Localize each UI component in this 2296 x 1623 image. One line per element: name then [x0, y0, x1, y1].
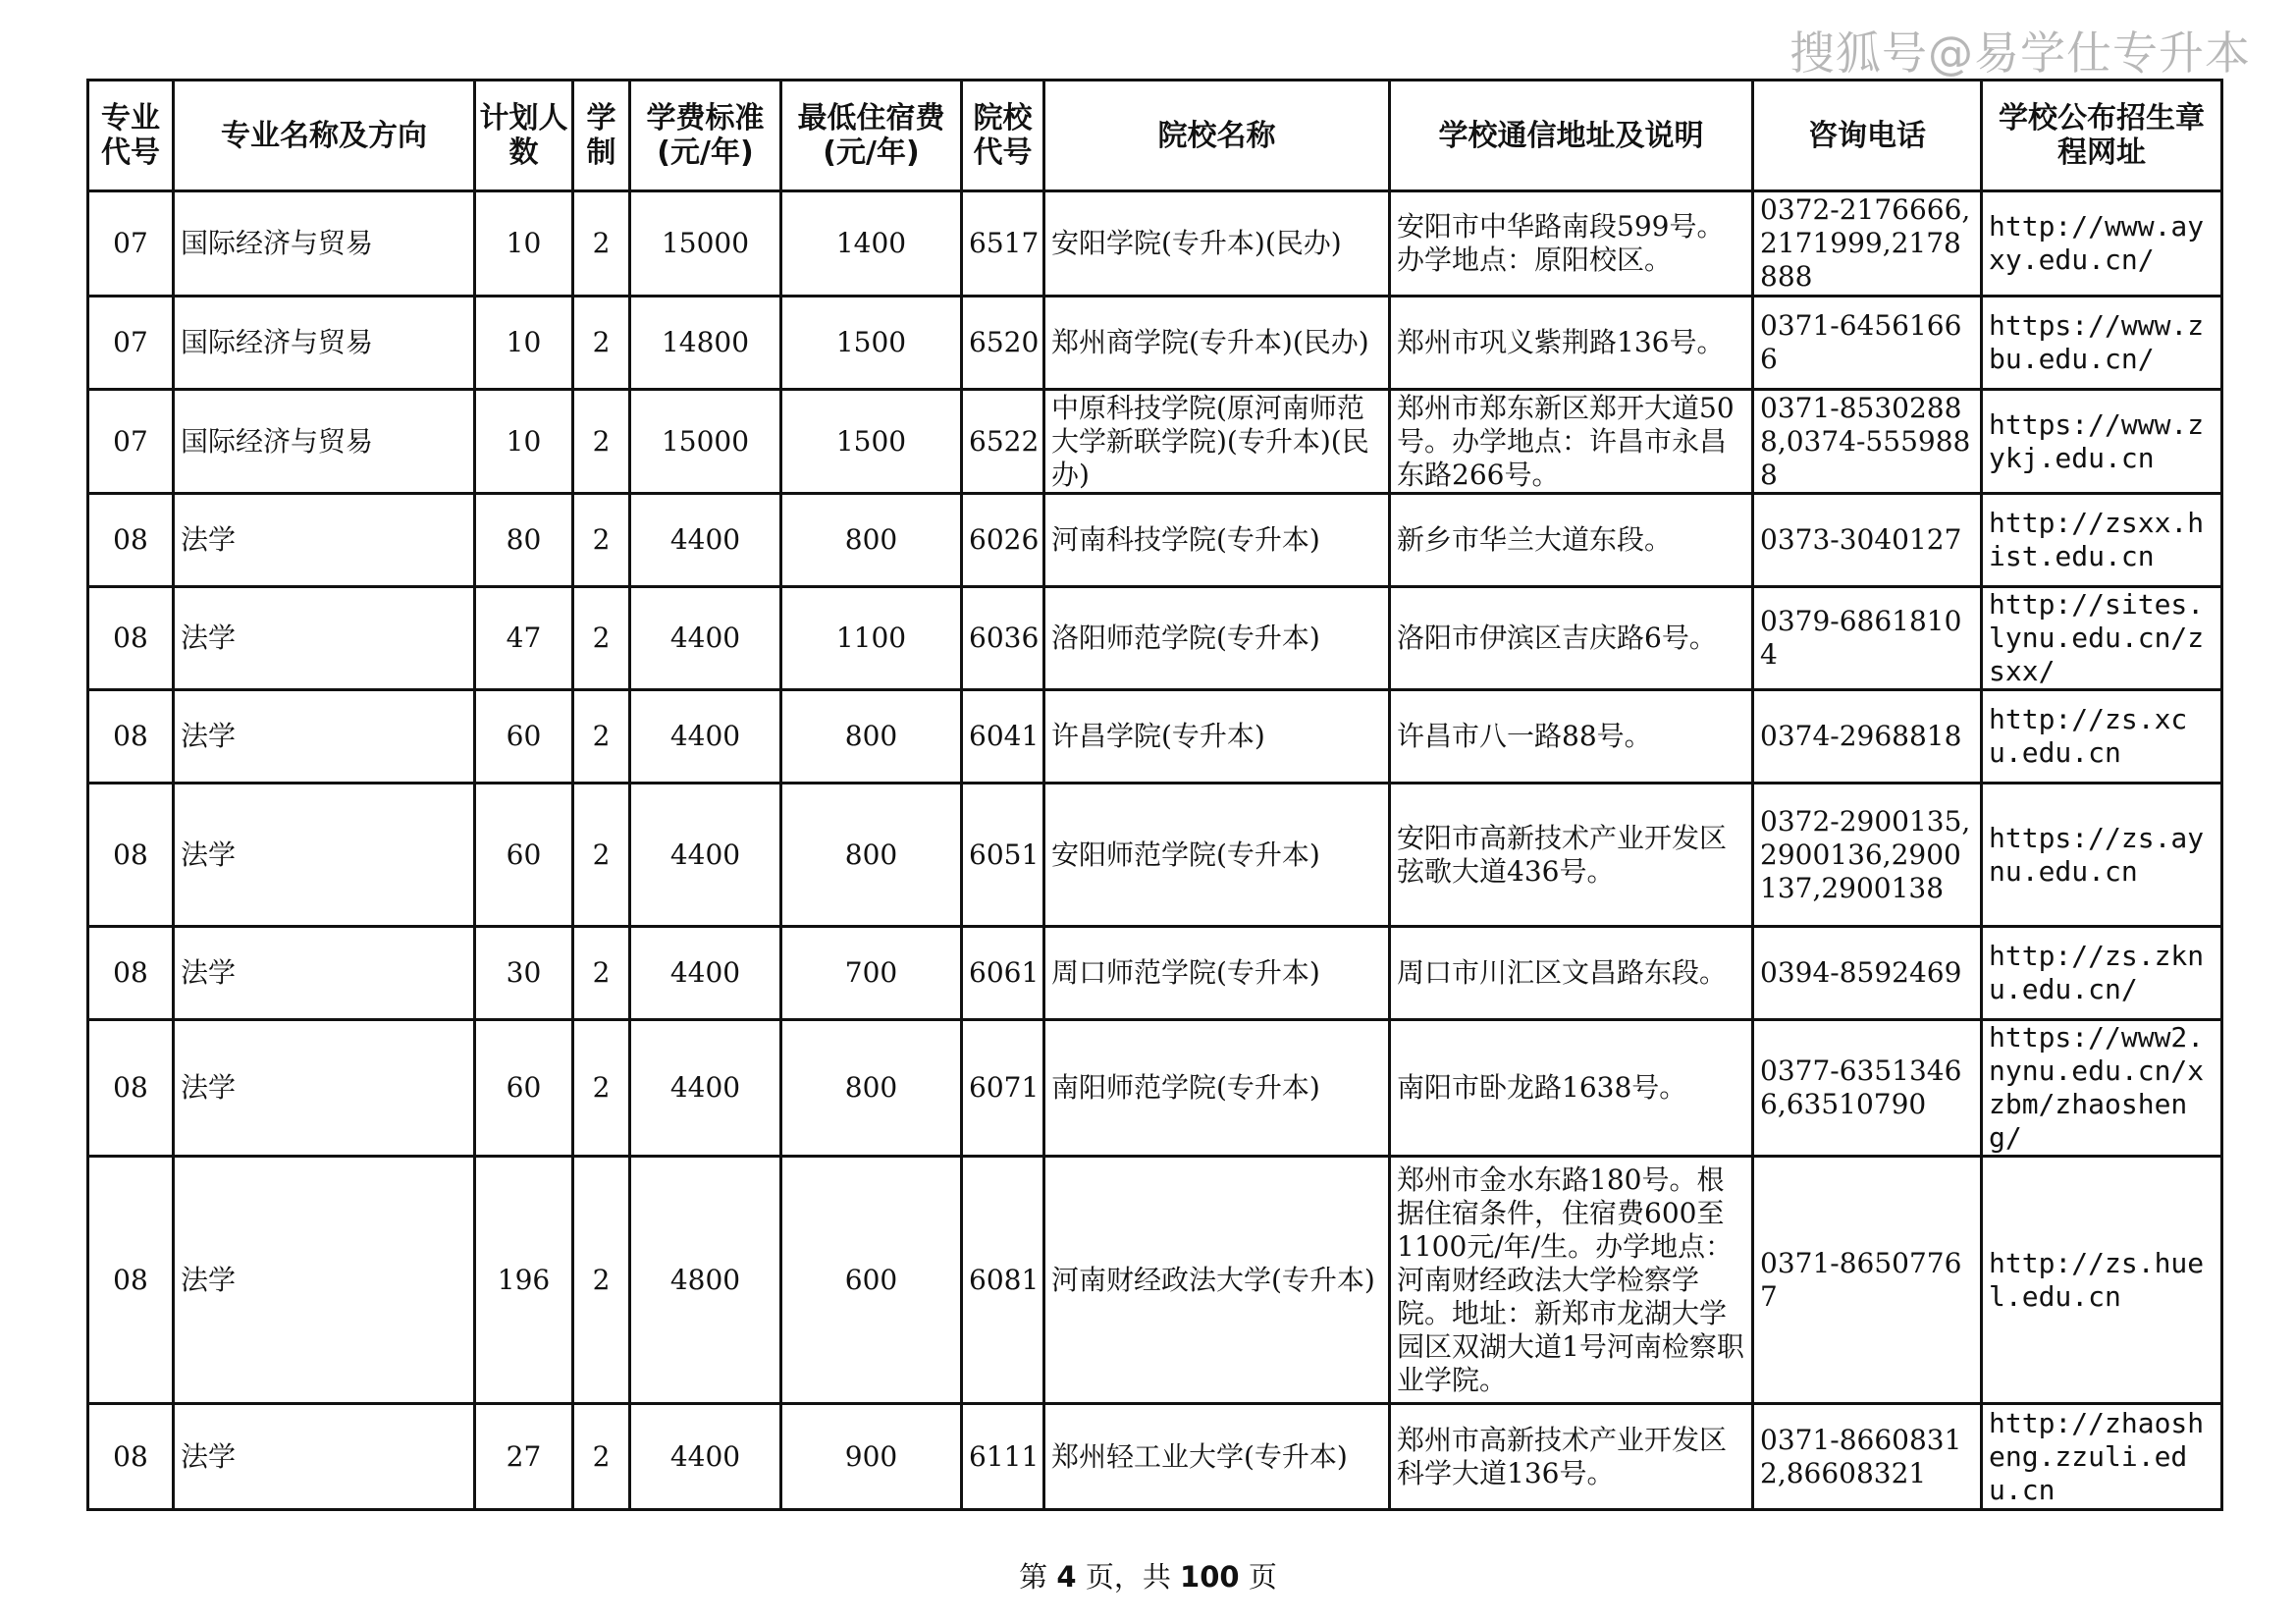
- cell-years: 2: [573, 1404, 630, 1510]
- cell-dorm-fee: 800: [781, 784, 962, 927]
- cell-phone: 0371-85302888,0374-5559888: [1753, 390, 1982, 494]
- cell-plan-count: 10: [475, 297, 573, 390]
- cell-major-code: 08: [88, 1020, 174, 1157]
- cell-tuition: 4400: [630, 690, 781, 784]
- cell-plan-count: 27: [475, 1404, 573, 1510]
- cell-address: 周口市川汇区文昌路东段。: [1390, 927, 1753, 1020]
- footer-suffix: 页: [1248, 1560, 1277, 1594]
- cell-phone: 0379-68618104: [1753, 587, 1982, 690]
- cell-major-code: 08: [88, 1157, 174, 1404]
- page-footer: [0, 1555, 2296, 1596]
- cell-major-code: 07: [88, 191, 174, 297]
- cell-years: 2: [573, 297, 630, 390]
- header-years: 学制: [573, 81, 630, 191]
- cell-major-name: 法学: [174, 1020, 475, 1157]
- cell-school-name: 许昌学院(专升本): [1044, 690, 1390, 784]
- cell-major-name: 法学: [174, 494, 475, 587]
- cell-school-name: 安阳学院(专升本)(民办): [1044, 191, 1390, 297]
- table-body: [88, 191, 2222, 1510]
- cell-school-code: 6071: [962, 1020, 1044, 1157]
- cell-website: https://www.zykj.edu.cn: [1982, 390, 2222, 494]
- cell-website: https://zs.aynu.edu.cn: [1982, 784, 2222, 927]
- cell-website: http://www.ayxy.edu.cn/: [1982, 191, 2222, 297]
- cell-years: 2: [573, 1020, 630, 1157]
- cell-address: 洛阳市伊滨区吉庆路6号。: [1390, 587, 1753, 690]
- cell-school-name: 中原科技学院(原河南师范大学新联学院)(专升本)(民办): [1044, 390, 1390, 494]
- cell-dorm-fee: 1500: [781, 297, 962, 390]
- cell-address: 郑州市郑东新区郑开大道50号。办学地点：许昌市永昌东路266号。: [1390, 390, 1753, 494]
- cell-school-name: 南阳师范学院(专升本): [1044, 1020, 1390, 1157]
- cell-years: 2: [573, 927, 630, 1020]
- cell-school-code: 6051: [962, 784, 1044, 927]
- cell-major-name: 法学: [174, 1157, 475, 1404]
- cell-major-code: 08: [88, 927, 174, 1020]
- table-row: [88, 1404, 2222, 1510]
- table-header-row: [88, 81, 2222, 191]
- cell-plan-count: 10: [475, 390, 573, 494]
- cell-address: 南阳市卧龙路1638号。: [1390, 1020, 1753, 1157]
- cell-school-name: 郑州商学院(专升本)(民办): [1044, 297, 1390, 390]
- cell-tuition: 4800: [630, 1157, 781, 1404]
- cell-school-name: 郑州轻工业大学(专升本): [1044, 1404, 1390, 1510]
- cell-phone: 0372-2900135,2900136,2900137,2900138: [1753, 784, 1982, 927]
- cell-major-code: 07: [88, 297, 174, 390]
- cell-school-code: 6061: [962, 927, 1044, 1020]
- cell-tuition: 4400: [630, 494, 781, 587]
- cell-website: http://zs.zknu.edu.cn/: [1982, 927, 2222, 1020]
- cell-website: https://www2.nynu.edu.cn/xzbm/zhaosheng/: [1982, 1020, 2222, 1157]
- header-plan-count: 计划人数: [475, 81, 573, 191]
- cell-major-code: 08: [88, 1404, 174, 1510]
- cell-tuition: 4400: [630, 1404, 781, 1510]
- cell-dorm-fee: 1400: [781, 191, 962, 297]
- cell-phone: 0372-2176666,2171999,2178888: [1753, 191, 1982, 297]
- cell-school-code: 6111: [962, 1404, 1044, 1510]
- cell-website: https://www.zbu.edu.cn/: [1982, 297, 2222, 390]
- header-tuition: 学费标准(元/年): [630, 81, 781, 191]
- cell-years: 2: [573, 494, 630, 587]
- cell-major-name: 法学: [174, 587, 475, 690]
- cell-major-code: 08: [88, 494, 174, 587]
- cell-address: 郑州市高新技术产业开发区科学大道136号。: [1390, 1404, 1753, 1510]
- table-row: [88, 1020, 2222, 1157]
- cell-major-code: 08: [88, 587, 174, 690]
- cell-plan-count: 196: [475, 1157, 573, 1404]
- cell-years: 2: [573, 1157, 630, 1404]
- cell-website: http://zs.xcu.edu.cn: [1982, 690, 2222, 784]
- table-row: [88, 191, 2222, 297]
- cell-address: 许昌市八一路88号。: [1390, 690, 1753, 784]
- cell-tuition: 4400: [630, 1020, 781, 1157]
- cell-school-name: 河南财经政法大学(专升本): [1044, 1157, 1390, 1404]
- cell-phone: 0374-2968818: [1753, 690, 1982, 784]
- cell-dorm-fee: 900: [781, 1404, 962, 1510]
- cell-phone: 0371-86507767: [1753, 1157, 1982, 1404]
- cell-address: 安阳市中华路南段599号。办学地点：原阳校区。: [1390, 191, 1753, 297]
- cell-dorm-fee: 1500: [781, 390, 962, 494]
- cell-plan-count: 47: [475, 587, 573, 690]
- table-row: [88, 587, 2222, 690]
- cell-plan-count: 80: [475, 494, 573, 587]
- cell-school-code: 6041: [962, 690, 1044, 784]
- cell-major-name: 国际经济与贸易: [174, 297, 475, 390]
- cell-tuition: 4400: [630, 587, 781, 690]
- cell-dorm-fee: 1100: [781, 587, 962, 690]
- cell-website: http://zsxx.hist.edu.cn: [1982, 494, 2222, 587]
- table-row: [88, 1157, 2222, 1404]
- cell-school-code: 6520: [962, 297, 1044, 390]
- cell-major-name: 国际经济与贸易: [174, 390, 475, 494]
- cell-website: http://sites.lynu.edu.cn/zsxx/: [1982, 587, 2222, 690]
- footer-total-pages: 100: [1180, 1560, 1240, 1594]
- cell-website: http://zs.huel.edu.cn: [1982, 1157, 2222, 1404]
- cell-major-code: 08: [88, 784, 174, 927]
- cell-school-code: 6522: [962, 390, 1044, 494]
- cell-school-code: 6517: [962, 191, 1044, 297]
- cell-tuition: 4400: [630, 927, 781, 1020]
- footer-page-number: 4: [1056, 1560, 1077, 1594]
- cell-major-name: 法学: [174, 927, 475, 1020]
- cell-plan-count: 60: [475, 690, 573, 784]
- cell-major-name: 国际经济与贸易: [174, 191, 475, 297]
- header-school-name: 院校名称: [1044, 81, 1390, 191]
- cell-years: 2: [573, 690, 630, 784]
- cell-dorm-fee: 600: [781, 1157, 962, 1404]
- cell-major-name: 法学: [174, 690, 475, 784]
- cell-phone: 0371-86608312,86608321: [1753, 1404, 1982, 1510]
- cell-years: 2: [573, 784, 630, 927]
- cell-tuition: 15000: [630, 191, 781, 297]
- header-phone: 咨询电话: [1753, 81, 1982, 191]
- cell-website: http://zhaosheng.zzuli.edu.cn: [1982, 1404, 2222, 1510]
- cell-address: 郑州市巩义紫荆路136号。: [1390, 297, 1753, 390]
- cell-years: 2: [573, 587, 630, 690]
- table-row: [88, 784, 2222, 927]
- cell-school-name: 周口师范学院(专升本): [1044, 927, 1390, 1020]
- cell-dorm-fee: 800: [781, 690, 962, 784]
- table-row: [88, 494, 2222, 587]
- cell-phone: 0371-64561666: [1753, 297, 1982, 390]
- header-major-code: 专业代号: [88, 81, 174, 191]
- table-row: [88, 690, 2222, 784]
- table-row: [88, 297, 2222, 390]
- cell-dorm-fee: 800: [781, 494, 962, 587]
- cell-major-code: 07: [88, 390, 174, 494]
- cell-tuition: 14800: [630, 297, 781, 390]
- cell-tuition: 4400: [630, 784, 781, 927]
- cell-school-name: 河南科技学院(专升本): [1044, 494, 1390, 587]
- watermark: 搜狐号@易学仕专升本: [1789, 27, 2251, 80]
- cell-school-code: 6036: [962, 587, 1044, 690]
- cell-plan-count: 10: [475, 191, 573, 297]
- footer-prefix: 第: [1019, 1560, 1048, 1594]
- cell-school-code: 6026: [962, 494, 1044, 587]
- cell-address: 安阳市高新技术产业开发区弦歌大道436号。: [1390, 784, 1753, 927]
- cell-years: 2: [573, 390, 630, 494]
- cell-plan-count: 60: [475, 784, 573, 927]
- cell-years: 2: [573, 191, 630, 297]
- table-row: [88, 927, 2222, 1020]
- footer-middle: 页，共: [1085, 1560, 1171, 1594]
- header-school-code: 院校代号: [962, 81, 1044, 191]
- cell-plan-count: 60: [475, 1020, 573, 1157]
- cell-address: 郑州市金水东路180号。根据住宿条件，住宿费600至1100元/年/生。办学地点：河南财经政法大学检察学院。地址：新郑市龙湖大学园区双湖大道1号河南检察职业学院。: [1390, 1157, 1753, 1404]
- cell-school-name: 安阳师范学院(专升本): [1044, 784, 1390, 927]
- cell-phone: 0394-8592469: [1753, 927, 1982, 1020]
- header-address: 学校通信地址及说明: [1390, 81, 1753, 191]
- header-dorm-fee: 最低住宿费(元/年): [781, 81, 962, 191]
- admission-table: [86, 79, 2223, 1511]
- cell-major-name: 法学: [174, 784, 475, 927]
- header-major-name: 专业名称及方向: [174, 81, 475, 191]
- cell-phone: 0377-63513466,63510790: [1753, 1020, 1982, 1157]
- cell-dorm-fee: 700: [781, 927, 962, 1020]
- cell-plan-count: 30: [475, 927, 573, 1020]
- cell-major-name: 法学: [174, 1404, 475, 1510]
- cell-school-code: 6081: [962, 1157, 1044, 1404]
- cell-major-code: 08: [88, 690, 174, 784]
- cell-address: 新乡市华兰大道东段。: [1390, 494, 1753, 587]
- cell-tuition: 15000: [630, 390, 781, 494]
- header-website: 学校公布招生章程网址: [1982, 81, 2222, 191]
- cell-dorm-fee: 800: [781, 1020, 962, 1157]
- cell-phone: 0373-3040127: [1753, 494, 1982, 587]
- table-row: [88, 390, 2222, 494]
- cell-school-name: 洛阳师范学院(专升本): [1044, 587, 1390, 690]
